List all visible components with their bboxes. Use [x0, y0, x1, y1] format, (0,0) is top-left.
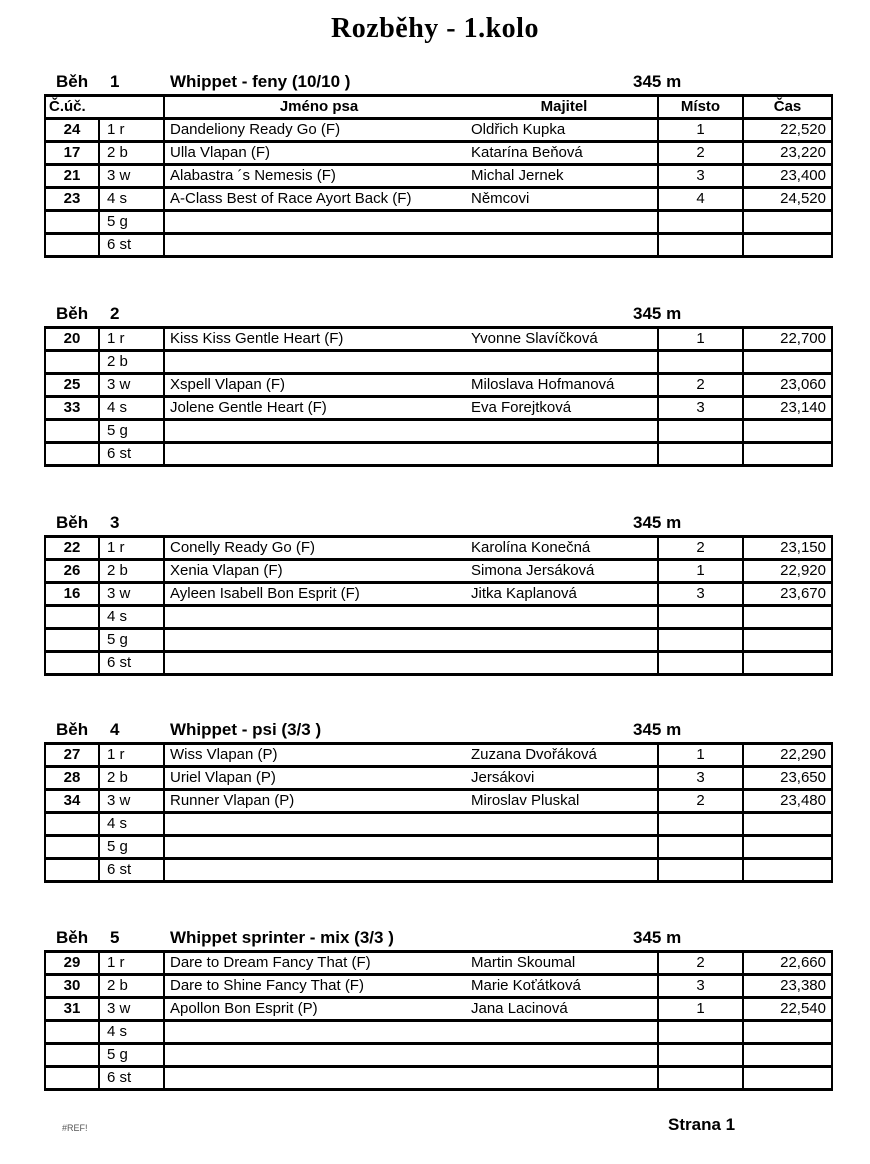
time-value [743, 1044, 832, 1067]
dog-name: Xspell Vlapan (F) [170, 376, 286, 393]
heat-2-table [44, 326, 833, 467]
time-value: 23,670 [743, 583, 832, 606]
table-row [45, 952, 832, 975]
time-value: 22,660 [743, 952, 832, 975]
dog-name: Xenia Vlapan (F) [170, 562, 283, 579]
heat-distance: 345 m [633, 513, 682, 532]
table-row [45, 234, 832, 257]
dog-owner-cell [164, 560, 658, 583]
time-value [743, 211, 832, 234]
heat-number: 4 [110, 720, 120, 739]
entry-number [45, 859, 99, 882]
dog-name: Alabastra ´s Nemesis (F) [170, 167, 336, 184]
time-value [743, 859, 832, 882]
time-value [743, 606, 832, 629]
heat-distance: 345 m [633, 928, 682, 947]
place-value [658, 813, 743, 836]
dog-name: Runner Vlapan (P) [170, 792, 295, 809]
entry-number: 27 [45, 744, 99, 767]
time-value [743, 351, 832, 374]
owner-name: Jersákovi [471, 769, 535, 786]
place-value [658, 629, 743, 652]
dog-owner-cell [164, 652, 658, 675]
entry-number: 20 [45, 328, 99, 351]
dog-owner-cell [164, 952, 658, 975]
time-value: 23,480 [743, 790, 832, 813]
place-value [658, 859, 743, 882]
lane-label: 1 r [99, 952, 164, 975]
table-row [45, 560, 832, 583]
time-value: 22,290 [743, 744, 832, 767]
entry-number [45, 1044, 99, 1067]
place-value: 3 [658, 397, 743, 420]
entry-number: 31 [45, 998, 99, 1021]
entry-number: 25 [45, 374, 99, 397]
place-value: 4 [658, 188, 743, 211]
table-row [45, 119, 832, 142]
owner-name: Simona Jersáková [471, 562, 595, 579]
page-number: Strana 1 [668, 1115, 736, 1134]
dog-name: Kiss Kiss Gentle Heart (F) [170, 330, 344, 347]
heat-number: 3 [110, 513, 120, 532]
entry-number [45, 813, 99, 836]
lane-label: 5 g [99, 1044, 164, 1067]
dog-owner-cell [164, 351, 658, 374]
heat-2-header [0, 305, 870, 326]
heat-distance: 345 m [633, 72, 682, 91]
lane-label: 5 g [99, 629, 164, 652]
heat-distance: 345 m [633, 304, 682, 323]
owner-name: Michal Jernek [471, 167, 564, 184]
col-header-time: Čas [743, 96, 832, 119]
table-row [45, 1067, 832, 1090]
place-value [658, 351, 743, 374]
heat-1-table [44, 94, 833, 258]
dog-name: Ayleen Isabell Bon Esprit (F) [170, 585, 360, 602]
lane-label: 4 s [99, 188, 164, 211]
table-row [45, 443, 832, 466]
time-value [743, 1067, 832, 1090]
dog-owner-cell [164, 813, 658, 836]
dog-name: Uriel Vlapan (P) [170, 769, 276, 786]
col-header-owner: Majitel [540, 98, 588, 115]
place-value: 3 [658, 975, 743, 998]
lane-label: 1 r [99, 119, 164, 142]
place-value [658, 606, 743, 629]
table-row [45, 142, 832, 165]
entry-number: 30 [45, 975, 99, 998]
dog-owner-cell [164, 975, 658, 998]
lane-label: 1 r [99, 537, 164, 560]
dog-owner-cell [164, 420, 658, 443]
heat-4-header [0, 721, 870, 742]
entry-number: 28 [45, 767, 99, 790]
dog-name: Dandeliony Ready Go (F) [170, 121, 341, 138]
heat-section-4 [0, 721, 870, 883]
owner-name: Jana Lacinová [471, 1000, 568, 1017]
lane-label: 6 st [99, 652, 164, 675]
heat-distance: 345 m [633, 720, 682, 739]
heat-label: Běh [56, 928, 89, 947]
time-value: 22,920 [743, 560, 832, 583]
time-value: 23,060 [743, 374, 832, 397]
dog-owner-cell [164, 767, 658, 790]
lane-label: 3 w [99, 998, 164, 1021]
table-row [45, 583, 832, 606]
table-row [45, 744, 832, 767]
table-row [45, 836, 832, 859]
table-row [45, 1044, 832, 1067]
dog-owner-cell [164, 374, 658, 397]
heat-section-1 [0, 73, 870, 258]
dog-name: Wiss Vlapan (P) [170, 746, 278, 763]
entry-number: 17 [45, 142, 99, 165]
place-value [658, 1021, 743, 1044]
table-row [45, 328, 832, 351]
entry-number [45, 629, 99, 652]
lane-label: 2 b [99, 351, 164, 374]
place-value [658, 1044, 743, 1067]
table-row [45, 813, 832, 836]
entry-number [45, 351, 99, 374]
entry-number [45, 1021, 99, 1044]
table-row [45, 397, 832, 420]
owner-name: Karolína Konečná [471, 539, 591, 556]
place-value [658, 652, 743, 675]
table-row [45, 188, 832, 211]
dog-owner-cell [164, 234, 658, 257]
dog-owner-cell [164, 836, 658, 859]
time-value [743, 1021, 832, 1044]
time-value: 22,540 [743, 998, 832, 1021]
table-row [45, 351, 832, 374]
entry-number [45, 1067, 99, 1090]
time-value [743, 836, 832, 859]
dog-owner-cell [164, 443, 658, 466]
place-value: 2 [658, 790, 743, 813]
time-value: 23,140 [743, 397, 832, 420]
time-value: 22,520 [743, 119, 832, 142]
ref-error-text: #REF! [62, 1123, 88, 1133]
place-value: 2 [658, 142, 743, 165]
heat-section-5 [0, 929, 870, 1091]
dog-owner-cell [164, 119, 658, 142]
time-value: 22,700 [743, 328, 832, 351]
time-value [743, 629, 832, 652]
owner-name: Miroslav Pluskal [471, 792, 580, 809]
entry-number: 34 [45, 790, 99, 813]
heat-label: Běh [56, 513, 89, 532]
heat-number: 5 [110, 928, 120, 947]
entry-number: 24 [45, 119, 99, 142]
dog-name: Conelly Ready Go (F) [170, 539, 316, 556]
heat-number: 1 [110, 72, 120, 91]
table-row [45, 1021, 832, 1044]
entry-number: 29 [45, 952, 99, 975]
heat-category: Whippet sprinter - mix (3/3 ) [170, 928, 394, 947]
entry-number [45, 836, 99, 859]
heat-5-table [44, 950, 833, 1091]
lane-label: 3 w [99, 583, 164, 606]
lane-label: 4 s [99, 813, 164, 836]
dog-owner-cell [164, 606, 658, 629]
heat-label: Běh [56, 720, 89, 739]
place-value: 1 [658, 560, 743, 583]
dog-name: A-Class Best of Race Ayort Back (F) [170, 190, 412, 207]
table-row [45, 211, 832, 234]
entry-number: 23 [45, 188, 99, 211]
lane-label: 4 s [99, 1021, 164, 1044]
time-value [743, 420, 832, 443]
heat-section-3 [0, 514, 870, 676]
lane-label: 2 b [99, 142, 164, 165]
time-value: 23,220 [743, 142, 832, 165]
dog-owner-cell [164, 583, 658, 606]
place-value [658, 443, 743, 466]
col-header-place: Místo [658, 96, 743, 119]
dog-owner-cell [164, 188, 658, 211]
dog-owner-cell [164, 142, 658, 165]
place-value: 1 [658, 119, 743, 142]
lane-label: 1 r [99, 328, 164, 351]
table-row [45, 998, 832, 1021]
lane-label: 2 b [99, 560, 164, 583]
entry-number [45, 606, 99, 629]
entry-number [45, 652, 99, 675]
dog-name: Ulla Vlapan (F) [170, 144, 271, 161]
heat-category: Whippet - psi (3/3 ) [170, 720, 322, 739]
table-row [45, 859, 832, 882]
lane-label: 6 st [99, 234, 164, 257]
dog-name: Apollon Bon Esprit (P) [170, 1000, 318, 1017]
time-value [743, 813, 832, 836]
col-header-dog-owner [164, 96, 658, 119]
col-header-dog: Jméno psa [279, 98, 359, 115]
table-row [45, 374, 832, 397]
place-value [658, 234, 743, 257]
time-value: 23,380 [743, 975, 832, 998]
table-row [45, 629, 832, 652]
dog-owner-cell [164, 744, 658, 767]
owner-name: Zuzana Dvořáková [471, 746, 597, 763]
lane-label: 4 s [99, 606, 164, 629]
place-value: 2 [658, 537, 743, 560]
heat-number: 2 [110, 304, 120, 323]
table-row [45, 165, 832, 188]
place-value [658, 836, 743, 859]
column-header-row [45, 96, 832, 119]
time-value [743, 652, 832, 675]
lane-label: 6 st [99, 443, 164, 466]
lane-label: 5 g [99, 836, 164, 859]
owner-name: Němcovi [471, 190, 530, 207]
lane-label: 5 g [99, 211, 164, 234]
dog-owner-cell [164, 629, 658, 652]
time-value [743, 234, 832, 257]
lane-label: 4 s [99, 397, 164, 420]
heat-label: Běh [56, 72, 89, 91]
entry-number: 33 [45, 397, 99, 420]
heat-section-2 [0, 305, 870, 467]
place-value: 3 [658, 767, 743, 790]
col-header-entry: Č.úč. [45, 96, 164, 119]
heat-4-table [44, 742, 833, 883]
entry-number: 22 [45, 537, 99, 560]
owner-name: Eva Forejtková [471, 399, 572, 416]
table-row [45, 975, 832, 998]
heat-label: Běh [56, 304, 89, 323]
table-row [45, 606, 832, 629]
entry-number: 16 [45, 583, 99, 606]
heat-category: Whippet - feny (10/10 ) [170, 72, 351, 91]
page-title: Rozběhy - 1.kolo [331, 13, 539, 44]
dog-owner-cell [164, 790, 658, 813]
entry-number: 21 [45, 165, 99, 188]
entry-number [45, 234, 99, 257]
dog-owner-cell [164, 1067, 658, 1090]
dog-owner-cell [164, 1021, 658, 1044]
lane-label: 3 w [99, 165, 164, 188]
place-value [658, 420, 743, 443]
owner-name: Katarína Beňová [471, 144, 583, 161]
owner-name: Martin Skoumal [471, 954, 576, 971]
dog-owner-cell [164, 397, 658, 420]
owner-name: Marie Koťátková [471, 977, 581, 994]
place-value: 3 [658, 583, 743, 606]
dog-name: Dare to Dream Fancy That (F) [170, 954, 371, 971]
lane-label: 6 st [99, 859, 164, 882]
heat-3-table [44, 535, 833, 676]
dog-owner-cell [164, 859, 658, 882]
time-value: 23,400 [743, 165, 832, 188]
place-value: 3 [658, 165, 743, 188]
owner-name: Miloslava Hofmanová [471, 376, 615, 393]
heat-3-header [0, 514, 870, 535]
dog-owner-cell [164, 1044, 658, 1067]
dog-owner-cell [164, 211, 658, 234]
time-value: 23,150 [743, 537, 832, 560]
place-value: 1 [658, 998, 743, 1021]
owner-name: Jitka Kaplanová [471, 585, 577, 602]
dog-name: Jolene Gentle Heart (F) [170, 399, 327, 416]
lane-label: 6 st [99, 1067, 164, 1090]
lane-label: 3 w [99, 790, 164, 813]
lane-label: 5 g [99, 420, 164, 443]
lane-label: 1 r [99, 744, 164, 767]
time-value: 23,650 [743, 767, 832, 790]
table-row [45, 790, 832, 813]
place-value [658, 211, 743, 234]
heat-5-header [0, 929, 870, 950]
place-value: 1 [658, 328, 743, 351]
entry-number [45, 211, 99, 234]
table-row [45, 767, 832, 790]
dog-owner-cell [164, 328, 658, 351]
place-value: 1 [658, 744, 743, 767]
heat-1-header [0, 73, 870, 94]
place-value [658, 1067, 743, 1090]
dog-owner-cell [164, 998, 658, 1021]
table-row [45, 537, 832, 560]
table-row [45, 420, 832, 443]
dog-owner-cell [164, 165, 658, 188]
entry-number [45, 420, 99, 443]
table-row [45, 652, 832, 675]
lane-label: 2 b [99, 767, 164, 790]
owner-name: Yvonne Slavíčková [471, 330, 598, 347]
entry-number: 26 [45, 560, 99, 583]
dog-name: Dare to Shine Fancy That (F) [170, 977, 364, 994]
place-value: 2 [658, 374, 743, 397]
time-value: 24,520 [743, 188, 832, 211]
lane-label: 3 w [99, 374, 164, 397]
place-value: 2 [658, 952, 743, 975]
dog-owner-cell [164, 537, 658, 560]
entry-number [45, 443, 99, 466]
lane-label: 2 b [99, 975, 164, 998]
time-value [743, 443, 832, 466]
owner-name: Oldřich Kupka [471, 121, 566, 138]
